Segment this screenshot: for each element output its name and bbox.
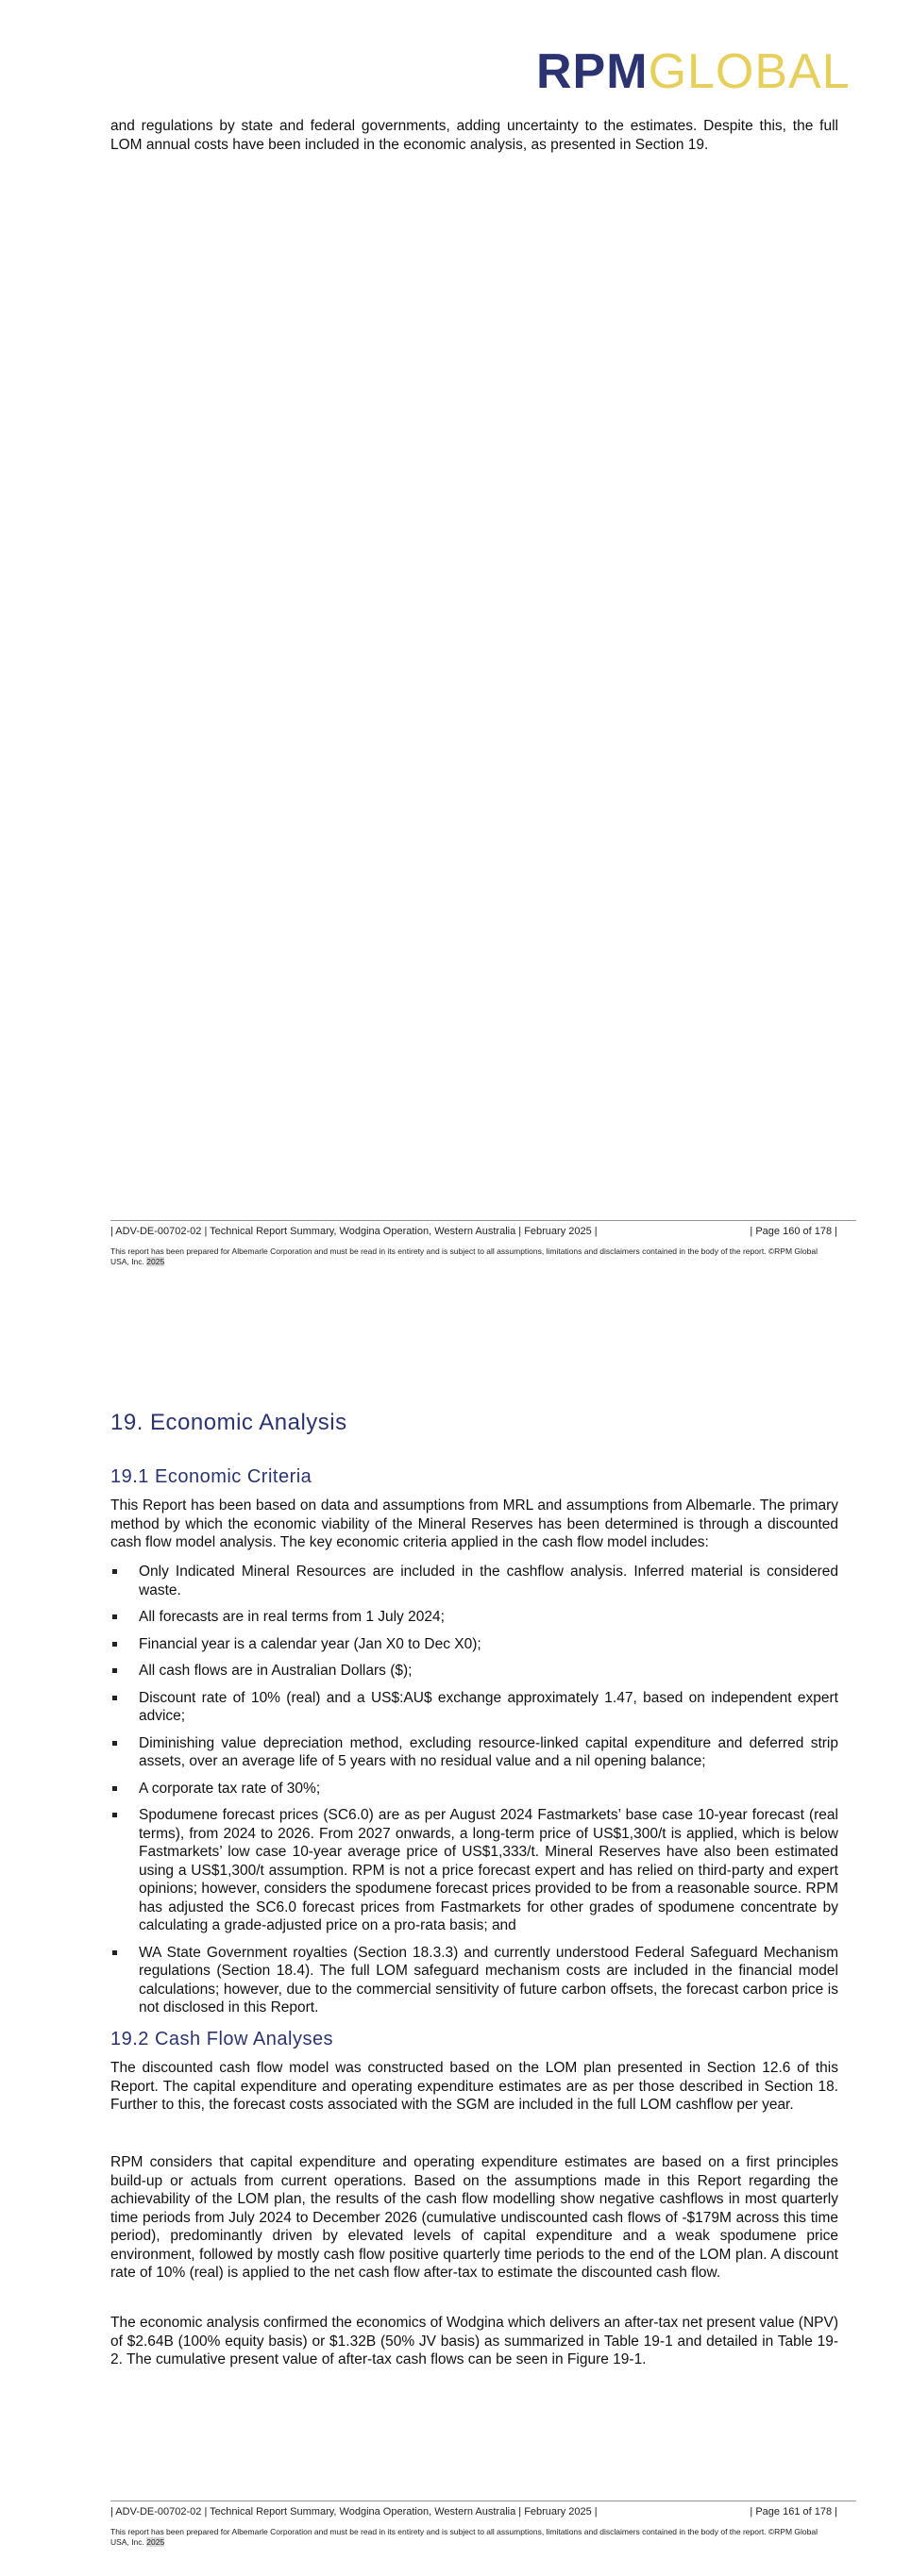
footer-disclaimer (110, 2527, 837, 2548)
bullet-icon (112, 1668, 117, 1673)
list-item (110, 1635, 838, 1654)
list-item (110, 1734, 838, 1771)
page-footer-160 (110, 1220, 856, 1267)
continuation-paragraph: and regulations by state and federal governments, adding uncertainty to the estimates. Despite this, the full LOM annual costs have been included in the economic analysis, as presented in Section 19. (110, 118, 838, 153)
list-item-text: Spodumene forecast prices (SC6.0) are as per August 2024 Fastmarkets’ base case 10-year forecast (real terms), from 2024 to 2026. From 2027 onwards, a long-term price of US$1,300/t is applied, which is below Fastmarkets’ low case 10-year average price of US$1,333/t. Mineral Reserves have also been estimated using a US$1,300/t assumption. RPM is not a price forecast expert and has relied on third-party and expert opinions; however, considers the spodumene forecast prices provided to be from a reasonable source. RPM has adjusted the SC6.0 forecast prices from Fastmarkets for other grades of spodumene concentrate by calculating a grade-adjusted price on a pro-rata basis; and (139, 1807, 838, 1933)
footer-disclaimer-text: This report has been prepared for Albemarle Corporation and must be read in its entirety and is subject to all assumptions, limitations and disclaimers contained in the body of the report. ©RPM Global USA, Inc. (110, 1246, 818, 1266)
economic-criteria-intro: This Report has been based on data and assumptions from MRL and assumptions from Albemarle. The primary method by which the economic viability of the Mineral Reserves has been determined is through a discounted cash flow model analysis. The key economic criteria applied in the cash flow model includes: (110, 1497, 838, 1550)
cash-flow-paragraph-3: The economic analysis confirmed the economics of Wodgina which delivers an after-tax net present value (NPV) of $2.64B (100% equity basis) or $1.32B (50% JV basis) as summarized in Table 19-1 and detailed in Table 19-2. The cumulative present value of after-tax cash flows can be seen in Figure 19-1. (110, 2315, 838, 2367)
economic-criteria-list (110, 1563, 838, 2026)
list-item-text: Diminishing value depreciation method, excluding resource-linked capital expenditure and deferred strip assets, over an average life of 5 years with no residual value and a nil opening balance; (139, 1734, 838, 1769)
bullet-icon (112, 1569, 117, 1574)
list-item-text: Discount rate of 10% (real) and a US$:AU$ exchange approximately 1.47, based on independent expert advice; (139, 1689, 838, 1724)
footer-page-number: | Page 161 of 178 | (750, 2506, 837, 2517)
list-item (110, 1689, 838, 1726)
list-item-text: All forecasts are in real terms from 1 July 2024; (139, 1609, 445, 1625)
bullet-icon (112, 1786, 117, 1791)
list-item (110, 1662, 838, 1681)
bullet-icon (112, 1696, 117, 1700)
footer-doc-info: | ADV-DE-00702-02 | Technical Report Summary, Wodgina Operation, Western Australia | February 2025 | (110, 1226, 598, 1237)
bullet-icon (112, 1813, 117, 1817)
list-item-text: Financial year is a calendar year (Jan X0 to Dec X0); (139, 1635, 481, 1652)
bullet-icon (112, 1950, 117, 1955)
list-item (110, 1780, 838, 1798)
page-footer-161 (110, 2501, 856, 2548)
footer-page-number: | Page 160 of 178 | (750, 1226, 837, 1237)
bullet-icon (112, 1741, 117, 1746)
cash-flow-paragraph-1: The discounted cash flow model was constructed based on the LOM plan presented in Section 12.6 of this Report. The capital expenditure and operating expenditure estimates are as per those described in Section 18. Further to this, the forecast costs associated with the SGM are included in the full LOM cashflow per year. (110, 2060, 838, 2113)
rpm-global-logo (536, 44, 851, 99)
section-title: 19. Economic Analysis (110, 1410, 347, 1435)
footer-disclaimer (110, 1246, 837, 1267)
list-item (110, 1806, 838, 1935)
footer-meta (110, 1226, 856, 1239)
footer-rule (110, 1220, 856, 1221)
cash-flow-paragraph-2: RPM considers that capital expenditure and operating expenditure estimates are based on a first principles build-up or actuals from current operations. Based on the assumptions made in this Report regarding the achievability of the LOM plan, the results of the cash flow modelling show negative cashflows in most quarterly time periods from July 2024 to December 2026 (cumulative undiscounted cash flows of -$179M across this time period), predominantly driven by elevated levels of capital expenditure and a weak spodumene price environment, followed by mostly cash flow positive quarterly time periods to the end of the LOM plan. A discount rate of 10% (real) is applied to the net cash flow after-tax to estimate the discounted cash flow. (110, 2154, 838, 2281)
logo-rpm: RPM (536, 44, 649, 99)
logo-global: GLOBAL (648, 44, 851, 99)
footer-doc-info: | ADV-DE-00702-02 | Technical Report Summary, Wodgina Operation, Western Australia | February 2025 | (110, 2506, 598, 2517)
bullet-icon (112, 1642, 117, 1647)
footer-year: 2025 (146, 1257, 165, 1266)
list-item-text: Only Indicated Mineral Resources are included in the cashflow analysis. Inferred material is considered waste. (139, 1564, 838, 1598)
list-item (110, 1608, 838, 1627)
subsection-title-economic-criteria: 19.1 Economic Criteria (110, 1466, 312, 1487)
footer-meta (110, 2506, 856, 2519)
list-item-text: WA State Government royalties (Section 18.3.3) and currently understood Federal Safeguard Mechanism regulations (Section 18.4). The full LOM safeguard mechanism costs are included in the financial model calculations; however, due to the commercial sensitivity of future carbon offsets, the forecast carbon price is not disclosed in this Report. (139, 1944, 838, 2016)
subsection-title-cash-flow: 19.2 Cash Flow Analyses (110, 2029, 334, 2049)
list-item-text: All cash flows are in Australian Dollars ($); (139, 1663, 413, 1679)
list-item (110, 1563, 838, 1599)
footer-year: 2025 (146, 2537, 165, 2547)
bullet-icon (112, 1614, 117, 1619)
list-item (110, 1944, 838, 2017)
list-item-text: A corporate tax rate of 30%; (139, 1780, 321, 1797)
footer-disclaimer-text: This report has been prepared for Albemarle Corporation and must be read in its entirety and is subject to all assumptions, limitations and disclaimers contained in the body of the report. ©RPM Global USA, Inc. (110, 2527, 818, 2547)
